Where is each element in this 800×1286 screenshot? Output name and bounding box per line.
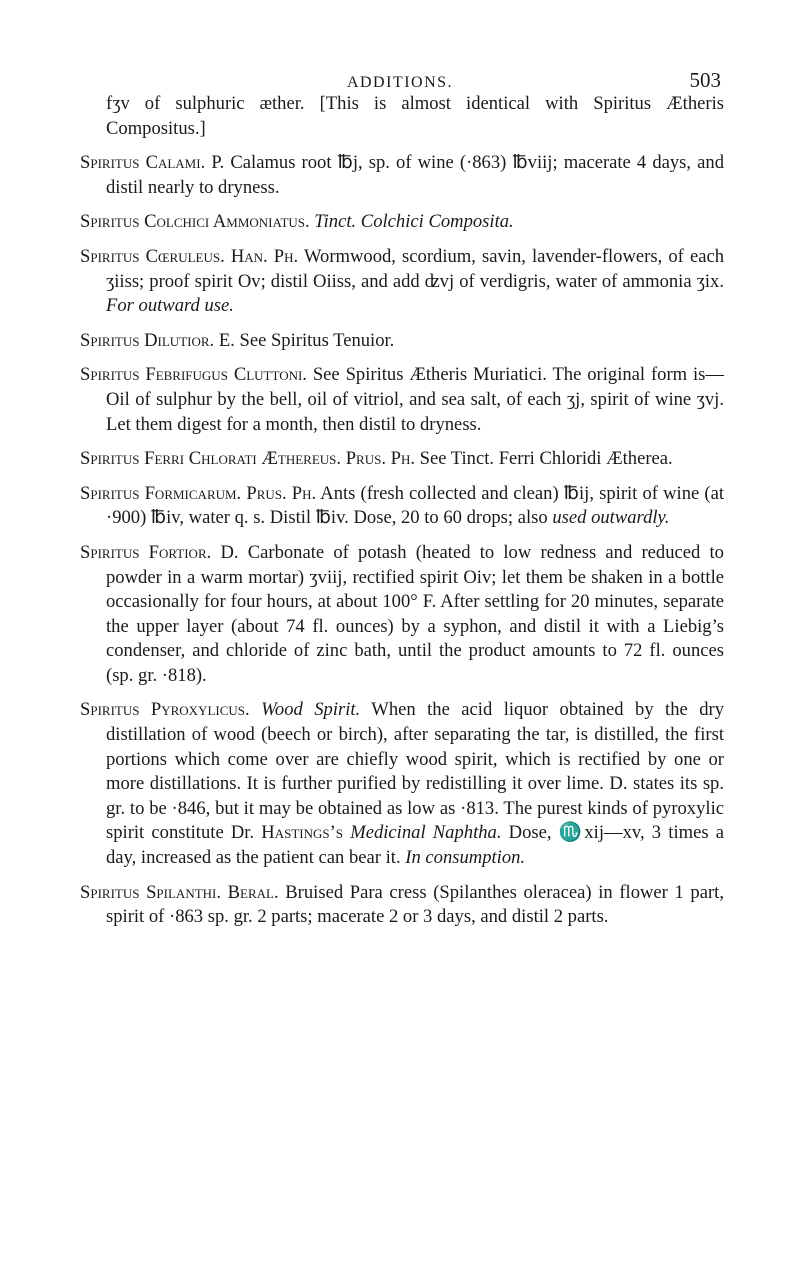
entry-spiritus-pyroxylicus: Spiritus Pyroxylicus. Wood Spirit. When the acid liquor obtained by the dry distillation of wood (beech or birch), after separating the tar, is distilled, the first portions which come over are chiefly wood spirit, which is rectified by one or more distillations. It is further purified by redistilling it over lime. D. states its sp. gr. to be ·846, but it may be obtained as low as ·813. The purest kinds of pyroxylic spirit constitute Dr. Hastings’s Medicinal Naphtha. Dose, ♏xij—xv, 3 times a day, increased as the patient can bear it. In consumption. (80, 699, 724, 869)
entry-title: Spiritus Febrifugus Cluttoni. (80, 364, 307, 386)
entry-spiritus-ferri-chlorati-aethereus: Spiritus Ferri Chlorati Æthereus. Prus. Ph. See Tinct. Ferri Chloridi Ætherea. (80, 448, 673, 470)
entry-spiritus-fortior: Spiritus Fortior. D. Carbonate of potash (heated to low redness and reduced to powder in a warm mortar) ʒviij, rectified spirit Oiv; let them be shaken in a bottle occasionally for four hours, at about 100° F. After settling for 20 minutes, separate the upper layer (about 74 fl. ounces) by a syphon, and distil it with a Liebig’s condenser, and chloride of zinc bath, until the product amounts to 72 fl. ounces (sp. gr. ·818). (80, 541, 724, 686)
entry-spiritus-spilanthi: Spiritus Spilanthi. Beral. Bruised Para cress (Spilanthes oleracea) in flower 1 part, spirit of ·863 sp. gr. 2 parts; macerate 2 or 3 days, and distil 2 parts. (80, 881, 724, 928)
page-header (0, 18, 800, 92)
entry-spiritus-dilutior: Spiritus Dilutior. E. See Spiritus Tenuior. (80, 329, 395, 351)
entry-spiritus-colchici-ammoniatus: Spiritus Colchici Ammoniatus. Tinct. Colchici Composita. (80, 211, 514, 233)
entry-title: Spiritus Cœruleus. (80, 245, 225, 267)
entry-spiritus-formicarum: Spiritus Formicarum. Prus. Ph. Ants (fresh collected and clean) ℔ij, spirit of wine (at ·900) ℔iv, water q. s. Distil ℔iv. Dose, 20 to 60 drops; also used outwardly. (80, 482, 724, 529)
running-head: ADDITIONS. (346, 74, 454, 91)
entry-title: Spiritus Spilanthi. (80, 881, 222, 903)
entry-continuation: fʒv of sulphuric æther. [This is almost identical with Spiritus Ætheris Compositus.] (106, 93, 724, 139)
entry-spiritus-febrifugus-cluttoni: Spiritus Febrifugus Cluttoni. See Spiritus Ætheris Muriatici. The original form is—Oil of sulphur by the bell, oil of vitriol, and sea salt, of each ʒj, spirit of wine ʒvj. Let them digest for a month, then distil to dryness. (80, 364, 724, 435)
entry-title: Spiritus Calami. (80, 152, 206, 174)
entry-title: Spiritus Dilutior. (80, 329, 215, 351)
page-number: 503 (689, 68, 721, 92)
page-body (80, 92, 724, 940)
entry-title: Spiritus Colchici Ammoniatus. (80, 211, 310, 233)
entry-title: Spiritus Fortior. (80, 541, 212, 563)
entry-spiritus-coeruleus: Spiritus Cœruleus. Han. Ph. Wormwood, scordium, savin, lavender-flowers, of each ʒiiss; proof spirit Ov; distil Oiiss, and add ʣvj of verdigris, water of ammonia ʒix. For outward use. (80, 245, 724, 317)
entry-title: Spiritus Ferri Chlorati Æthereus. (80, 448, 342, 470)
entry-spiritus-calami: Spiritus Calami. P. Calamus root ℔j, sp. of wine (·863) ℔viij; macerate 4 days, and distil nearly to dryness. (80, 152, 725, 198)
entry-title: Spiritus Formicarum. (80, 482, 242, 504)
entry-title: Spiritus Pyroxylicus. (80, 699, 250, 721)
